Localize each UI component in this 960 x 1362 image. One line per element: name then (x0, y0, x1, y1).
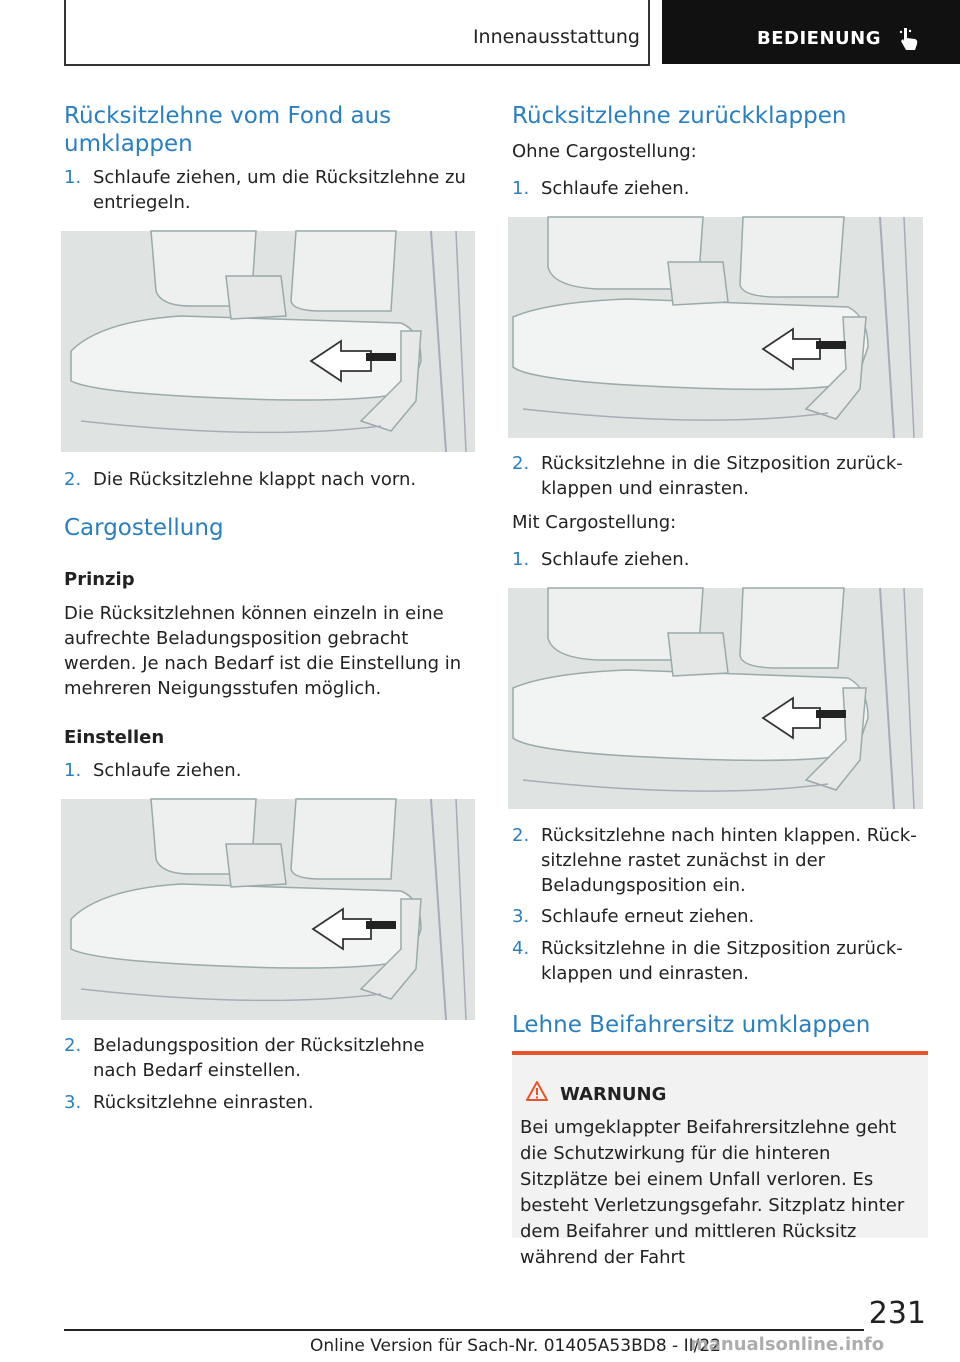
seat-drawing (61, 231, 475, 452)
footer-online-version: Online Version für Sach-Nr. 01405A53BD8 - II/22 (310, 1336, 721, 1356)
list-item (512, 904, 928, 930)
seat-drawing (61, 799, 475, 1020)
list-item (512, 547, 928, 573)
header-chapter-tab (662, 0, 960, 64)
header-section-title: Innenausstattung (472, 26, 640, 48)
seat-drawing (508, 217, 923, 438)
list-number: 1. (64, 760, 82, 781)
list-text: Schlaufe erneut ziehen. (541, 906, 755, 927)
list-text: Rücksitzlehne in die Sitzposition zurückklappen und einrasten. (541, 938, 903, 984)
list-item (512, 451, 928, 503)
label-mit-cargostellung: Mit Cargostellung: (512, 512, 677, 533)
list-number: 2. (64, 469, 82, 490)
subheading-prinzip: Prinzip (64, 569, 135, 590)
list-text: Schlaufe ziehen, um die Rücksitzlehne zu entriegeln. (93, 167, 466, 213)
list-item (64, 1033, 476, 1085)
seat-illustration-4 (508, 588, 923, 809)
list-text: Rücksitzlehne einrasten. (93, 1092, 314, 1113)
list-number: 2. (64, 1035, 82, 1056)
list-text: Rücksitzlehne in die Sitzposition zurückklappen und einrasten. (541, 453, 903, 499)
heading-cargostellung: Cargostellung (64, 515, 224, 541)
header-rule-bottom (64, 64, 650, 66)
warning-box (512, 1051, 928, 1268)
list-text: Die Rücksitzlehne klappt nach vorn. (93, 469, 417, 490)
list-item (64, 467, 476, 493)
list-number: 1. (64, 167, 82, 188)
heading-fond-umklappen: Rücksitzlehne vom Fond aus umklappen (64, 103, 392, 157)
seat-drawing (508, 588, 923, 809)
list-text: Rücksitzlehne nach hinten klappen. Rücksitzlehne rastet zunächst in der Beladungsposition ein. (541, 825, 917, 896)
subheading-einstellen: Einstellen (64, 727, 165, 748)
heading-zurueckklappen: Rücksitzlehne zurückklappen (512, 103, 847, 129)
list-number: 2. (512, 825, 530, 846)
list-item (64, 1090, 476, 1116)
header-rule-left (64, 0, 66, 66)
list-text: Schlaufe ziehen. (93, 760, 242, 781)
list-item (512, 823, 928, 901)
paragraph-prinzip: Die Rücksitzlehnen können einzeln in eine aufrechte Beladungsposition gebracht werden. Je nach Bedarf ist die Einstellung in mehreren Neigungsstufen möglich. (64, 603, 462, 699)
seat-illustration-2 (61, 799, 475, 1020)
list-text: Beladungsposition der Rücksitzlehne nach Bedarf einstellen. (93, 1035, 425, 1081)
warning-title: WARNUNG (560, 1084, 667, 1105)
warning-triangle-icon (525, 1080, 549, 1102)
label-ohne-cargostellung: Ohne Cargostellung: (512, 141, 697, 162)
list-item (64, 758, 476, 784)
header-chapter-title: BEDIENUNG (757, 28, 881, 49)
list-number: 3. (64, 1092, 82, 1113)
list-text: Schlaufe ziehen. (541, 549, 690, 570)
list-number: 1. (512, 549, 530, 570)
list-number: 1. (512, 178, 530, 199)
list-number: 2. (512, 453, 530, 474)
list-item (512, 176, 928, 202)
seat-illustration-1 (61, 231, 475, 452)
footer-rule (64, 1329, 864, 1331)
page-number: 231 (868, 1296, 926, 1331)
list-number: 4. (512, 938, 530, 959)
pointing-hand-icon (898, 26, 920, 52)
seat-illustration-3 (508, 217, 923, 438)
watermark: manualsonline.info (690, 1334, 885, 1355)
list-text: Schlaufe ziehen. (541, 178, 690, 199)
heading-beifahrersitz: Lehne Beifahrersitz umklappen (512, 1012, 871, 1038)
list-number: 3. (512, 906, 530, 927)
list-item (64, 165, 476, 217)
warning-text: Bei umgeklappter Beifahrersitzlehne geht die Schutzwirkung für die hinteren Sitzplätze bei einem Unfall verloren. Es besteht Verletzungsgefahr. Sitzplatz hinter dem Beifahrer und mittleren Rücksitz während der Fahrt (520, 1117, 905, 1268)
list-item (512, 936, 928, 988)
header-rule-divider (648, 0, 650, 66)
